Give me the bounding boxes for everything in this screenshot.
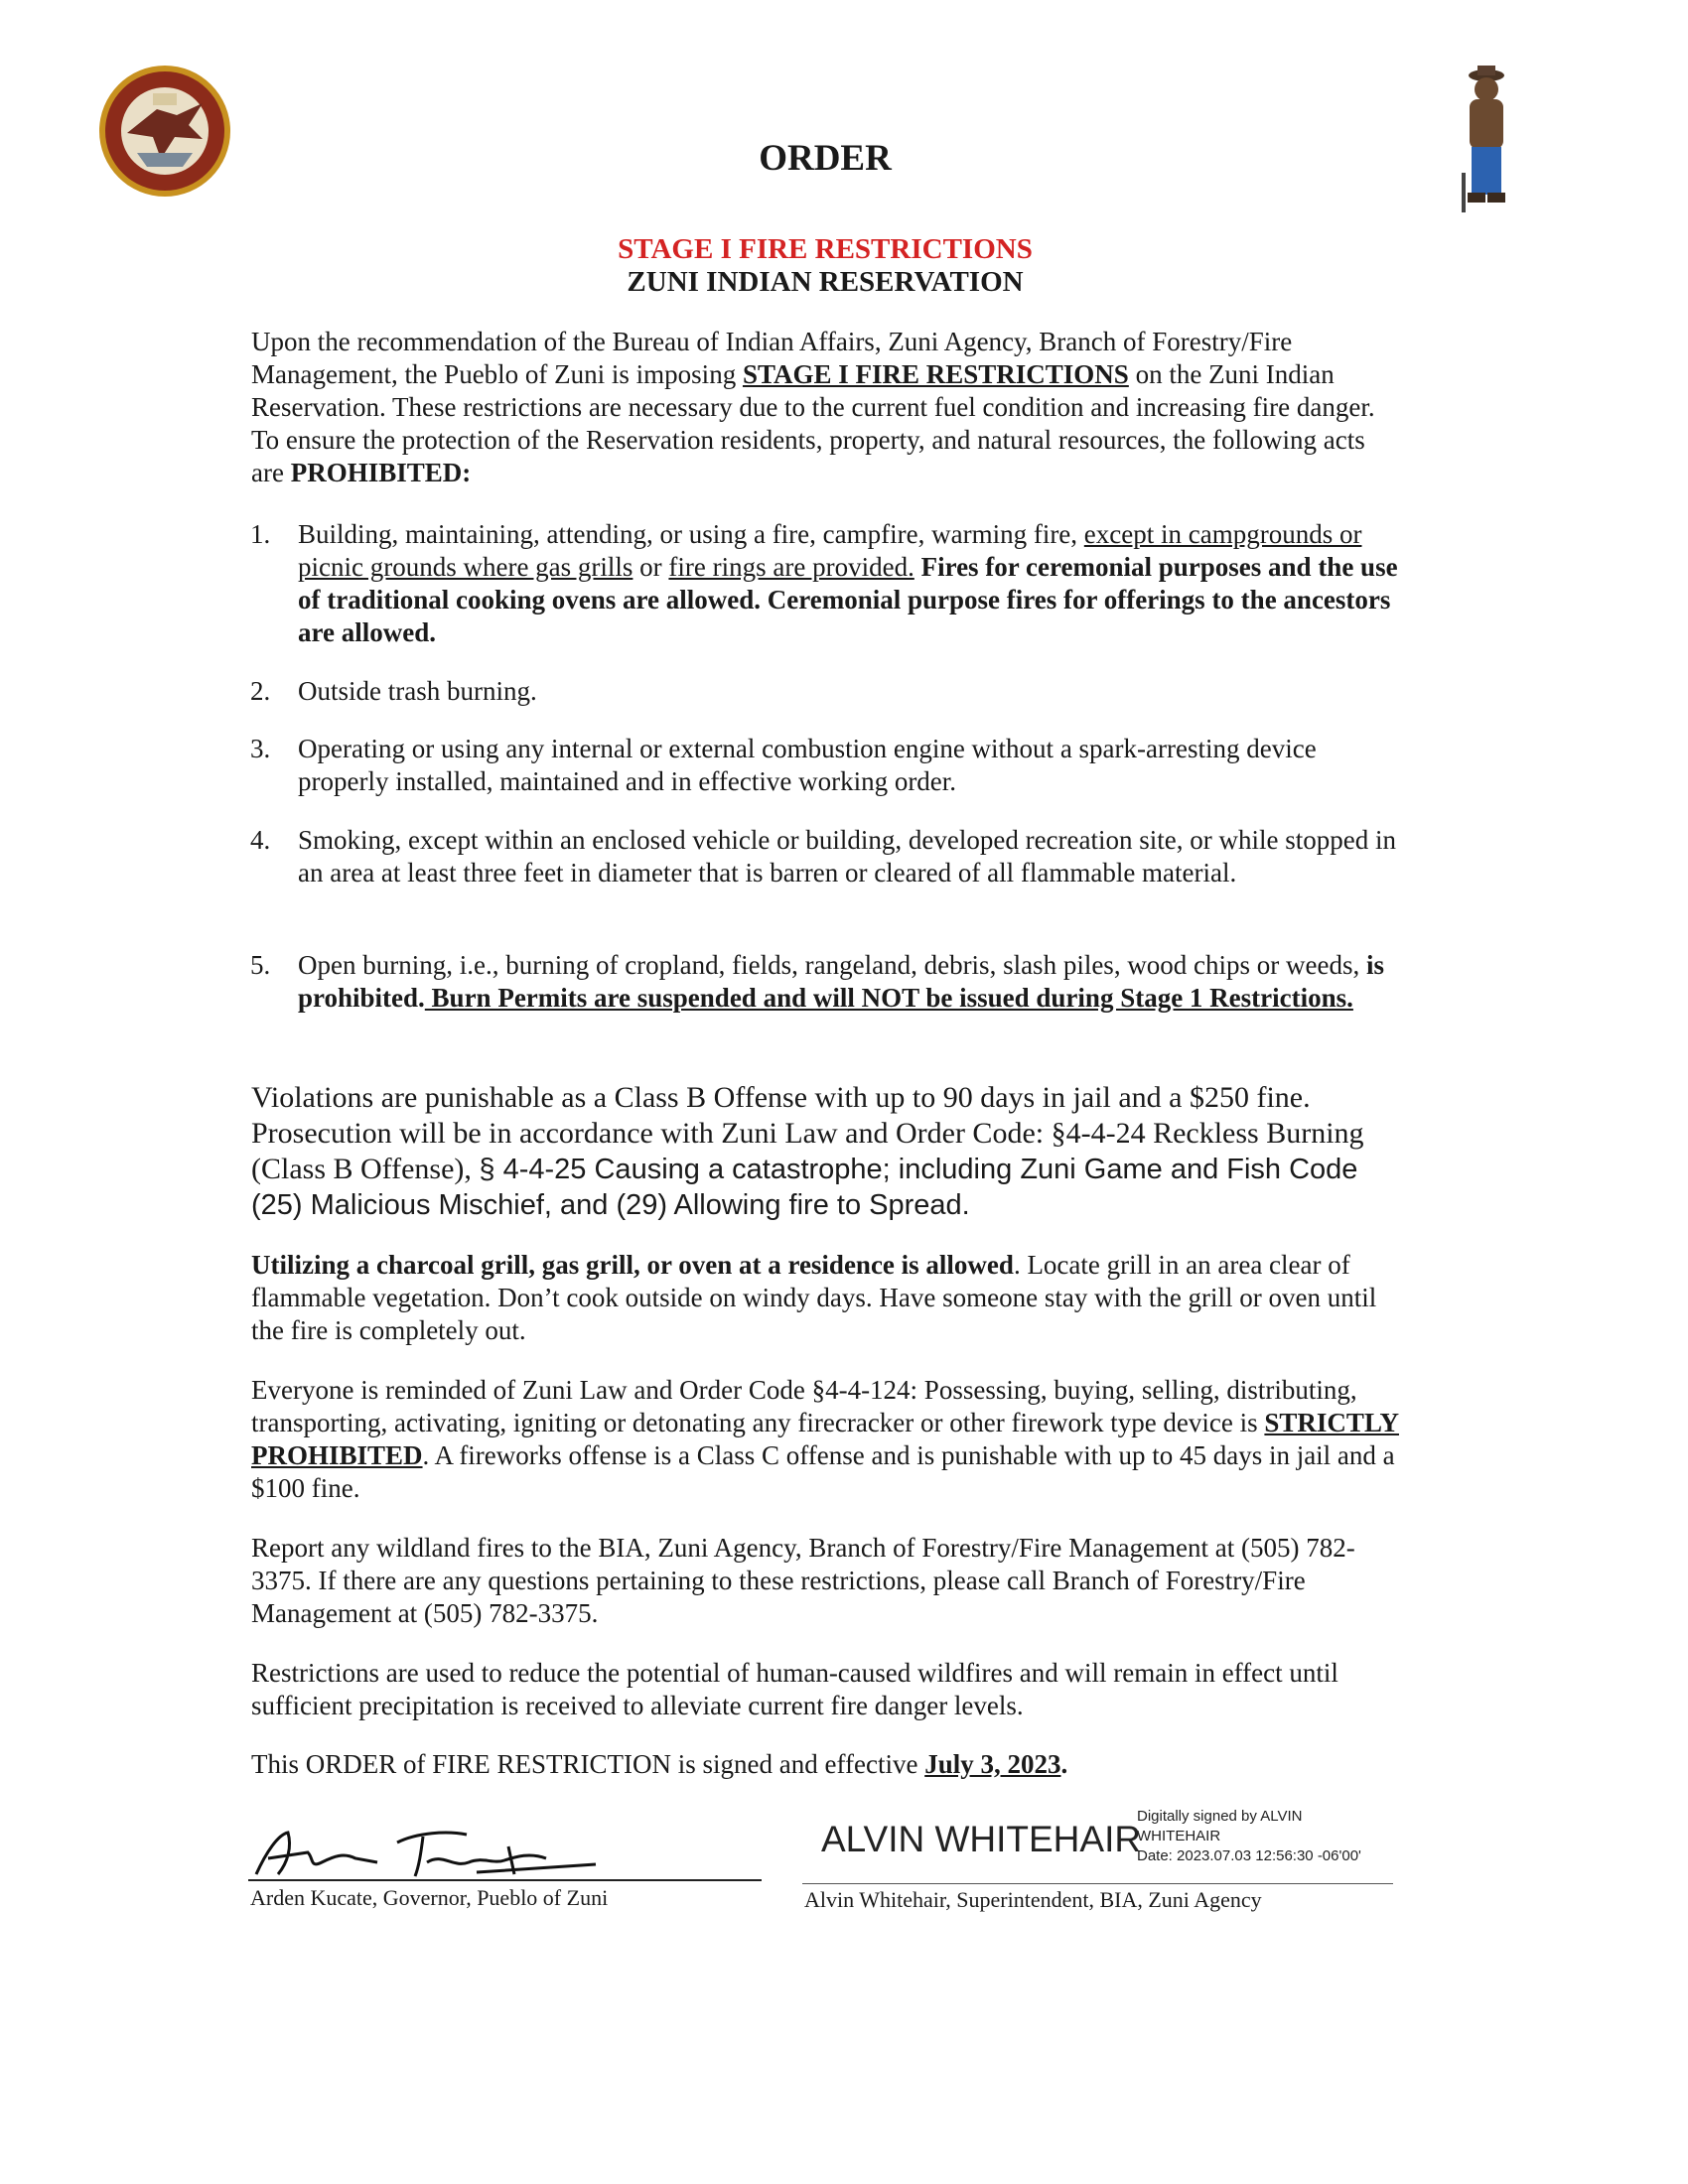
list-item-text: Outside trash burning. xyxy=(298,676,537,706)
superintendent-name: ALVIN WHITEHAIR xyxy=(821,1819,1142,1859)
list-item-text: Smoking, except within an enclosed vehicle or building, developed recreation site, or while stopped in an area at least three feet in diameter that is barren or cleared of all flammable material. xyxy=(298,825,1396,887)
effective-date: July 3, 2023 xyxy=(924,1749,1061,1779)
grill-text: . Locate grill in an area clear of flammable vegetation. Don’t cook outside on windy days. Have someone stay with the grill or oven until the fire is completely out. xyxy=(251,1250,1377,1345)
grill-allowed-emphasis: Utilizing a charcoal grill, gas grill, or oven at a residence is allowed xyxy=(251,1250,1014,1280)
list-item-underlined: except in campgrounds or picnic grounds where gas grills xyxy=(298,519,1362,582)
list-item-text: Building, maintaining, attending, or using a fire, campfire, warming fire, xyxy=(298,519,1084,549)
list-item-underlined: fire rings are provided. xyxy=(668,552,914,582)
effective-date-paragraph xyxy=(251,1748,1403,1781)
list-number: 3. xyxy=(250,734,271,763)
governor-signature-line xyxy=(248,1879,762,1881)
list-item xyxy=(250,949,1410,1015)
list-item xyxy=(250,675,1410,708)
list-item xyxy=(250,518,1410,649)
intro-paragraph xyxy=(251,326,1403,489)
governor-signature xyxy=(248,1823,606,1882)
fireworks-prohibited-emphasis: STRICTLY PROHIBITED xyxy=(251,1408,1399,1470)
intro-prohibited-emphasis: PROHIBITED: xyxy=(290,458,472,487)
fireworks-paragraph xyxy=(251,1374,1403,1505)
list-number: 2. xyxy=(250,676,271,706)
report-paragraph: Report any wildland fires to the BIA, Zuni Agency, Branch of Forestry/Fire Management at (505) 782-3375. If there are any questions pertaining to these restrictions, please call Branch of Forestry/Fire Management at (505) 782-3375. xyxy=(251,1533,1355,1628)
digital-signature-date: Date: 2023.07.03 12:56:30 -06'00' xyxy=(1137,1847,1361,1864)
superintendent-signature-line xyxy=(802,1883,1393,1884)
fireworks-text-2: . A fireworks offense is a Class C offense and is punishable with up to 45 days in jail and a $100 fine. xyxy=(251,1440,1395,1503)
list-item-text: Open burning, i.e., burning of cropland, fields, rangeland, debris, slash piles, wood chips or weeds, xyxy=(298,950,1367,980)
order-title: ORDER xyxy=(759,138,892,179)
restrictions-paragraph: Restrictions are used to reduce the potential of human-caused wildfires and will remain in effect until sufficient precipitation is received to alleviate current fire danger levels. xyxy=(251,1658,1338,1720)
governor-signature-label: Arden Kucate, Governor, Pueblo of Zuni xyxy=(250,1885,609,1910)
list-item-bold: Fires for ceremonial purposes and the use of traditional cooking ovens are allowed. Ceremonial purpose fires for offerings to the ancestors are allowed. xyxy=(298,552,1398,647)
reservation-heading: ZUNI INDIAN RESERVATION xyxy=(627,266,1024,298)
digital-signature-block xyxy=(1137,1807,1361,1866)
violations-text: Violations are punishable as a Class B Offense with up to 90 days in jail and a $250 fine. Prosecution will be in accordance with Zuni Law and Order Code: §4-4-24 Reckless Burning (Class B Offense), xyxy=(251,1081,1364,1185)
violations-code-text: § 4-4-25 Causing a catastrophe; including Zuni Game and Fish Code (25) Malicious Mischief, and (29) Allowing fire to Spread. xyxy=(251,1154,1358,1221)
intro-stage-emphasis: STAGE I FIRE RESTRICTIONS xyxy=(742,359,1129,389)
effective-period: . xyxy=(1060,1749,1068,1779)
intro-text-1: Upon the recommendation of the Bureau of Indian Affairs, Zuni Agency, Branch of Forestry/Fire Management, the Pueblo of Zuni is imposing xyxy=(251,327,1293,389)
superintendent-signature-label: Alvin Whitehair, Superintendent, BIA, Zuni Agency xyxy=(804,1887,1262,1912)
digital-signature-line-1: Digitally signed by ALVIN xyxy=(1137,1808,1303,1825)
list-item-bold-underlined: Burn Permits are suspended and will NOT be issued during Stage 1 Restrictions. xyxy=(424,983,1353,1013)
violations-paragraph xyxy=(251,1080,1393,1223)
digital-signature-line-2: WHITEHAIR xyxy=(1137,1828,1221,1844)
list-item xyxy=(250,733,1410,798)
restriction-stage-heading: STAGE I FIRE RESTRICTIONS xyxy=(618,233,1033,265)
list-number: 4. xyxy=(250,825,271,855)
grill-paragraph xyxy=(251,1249,1403,1347)
fireworks-text-1: Everyone is reminded of Zuni Law and Order Code §4-4-124: Possessing, buying, selling, distributing, transporting, activating, igniting or detonating any firecracker or other firework type device is xyxy=(251,1375,1357,1437)
list-item-bold: is prohibited. xyxy=(298,950,1385,1013)
effective-text: This ORDER of FIRE RESTRICTION is signed and effective xyxy=(251,1749,925,1779)
list-item-text: Operating or using any internal or external combustion engine without a spark-arresting device properly installed, maintained and in effective working order. xyxy=(298,734,1317,796)
list-number: 5. xyxy=(250,950,271,980)
intro-text-2: on the Zuni Indian Reservation. These restrictions are necessary due to the current fuel condition and increasing fire danger. To ensure the protection of the Reservation residents, property, and natural resources, the following acts are xyxy=(251,359,1375,487)
list-item-text: or xyxy=(633,552,669,582)
list-item xyxy=(250,824,1410,889)
list-number: 1. xyxy=(250,519,271,549)
